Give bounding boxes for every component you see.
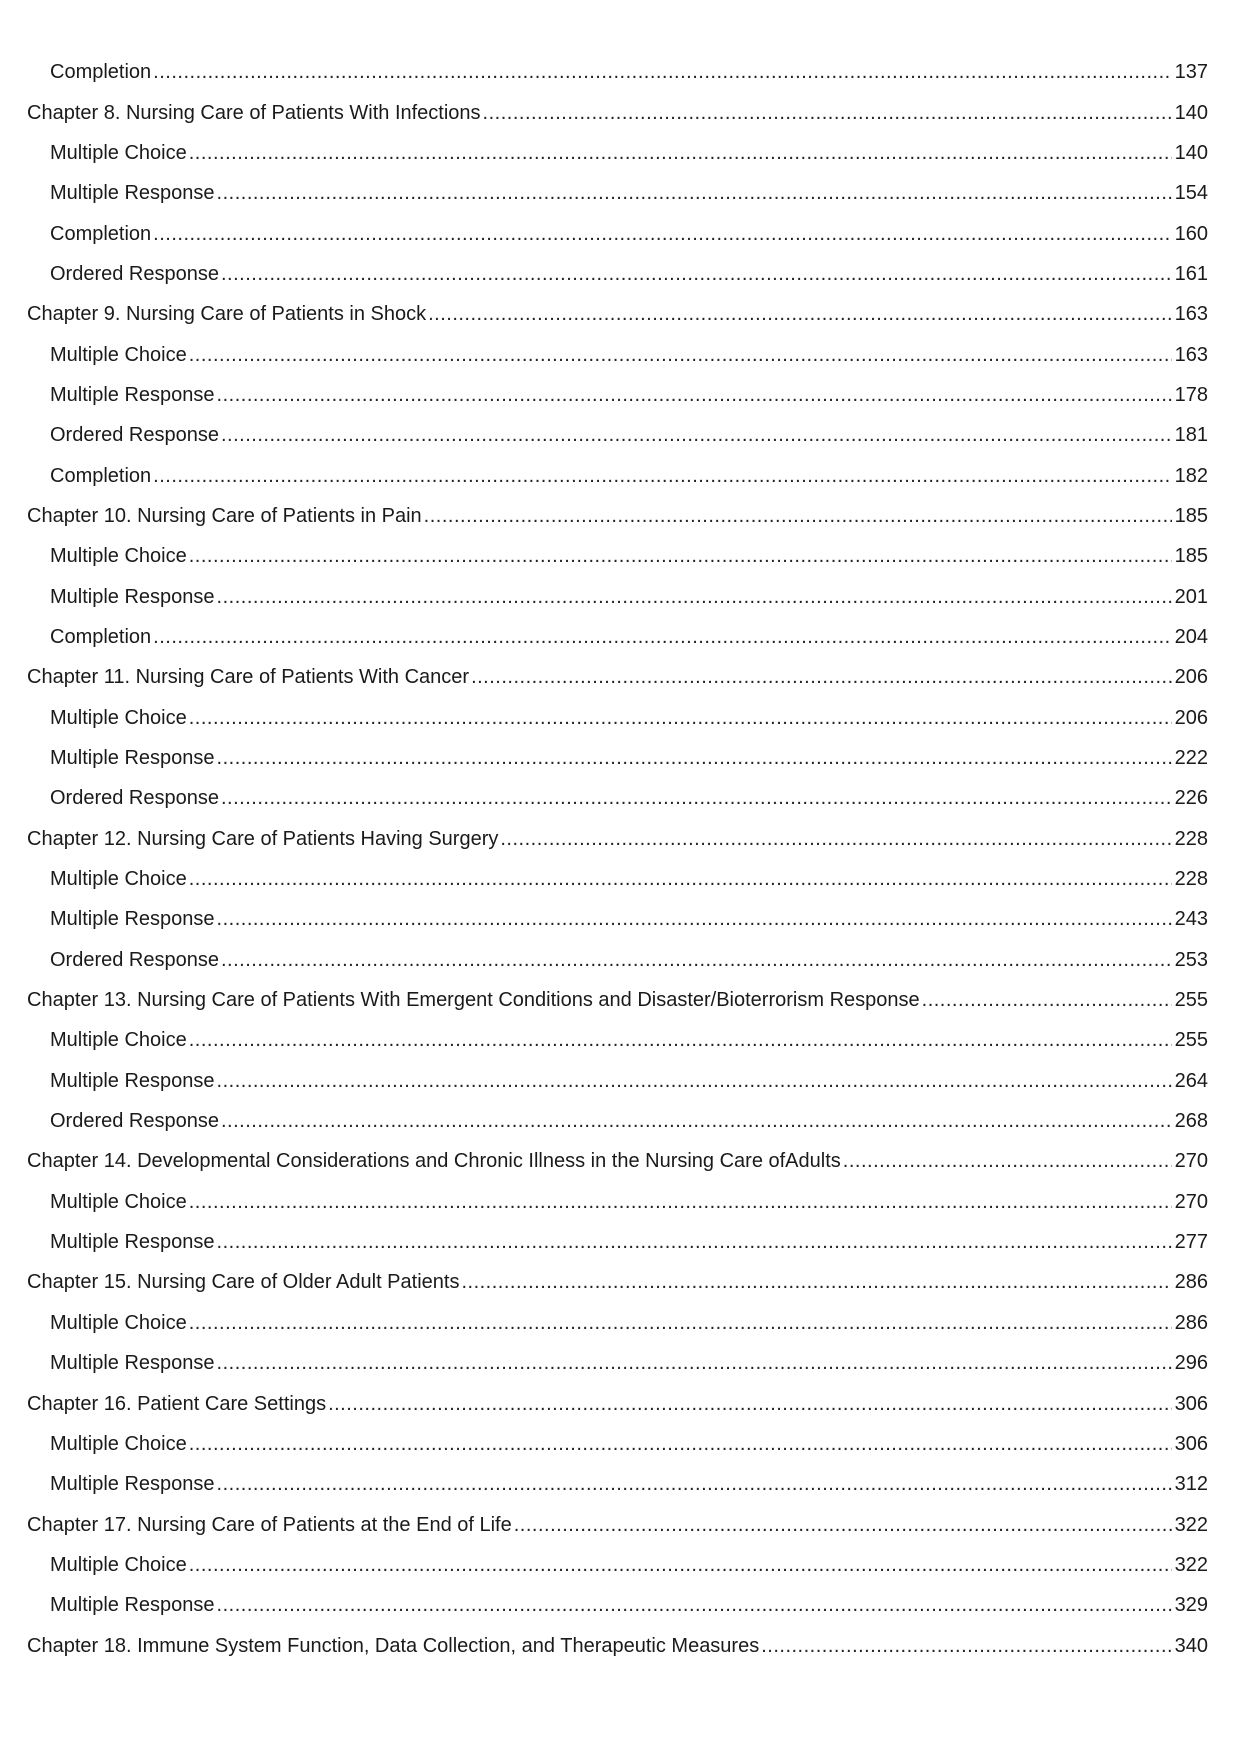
toc-entry-page: 181	[1174, 424, 1208, 447]
dot-leader	[461, 1270, 1171, 1294]
toc-entry-page: 329	[1174, 1594, 1208, 1617]
toc-entry-title: Multiple Response	[50, 383, 215, 406]
dot-leader	[217, 181, 1172, 205]
toc-entry-title: Multiple Choice	[50, 141, 187, 164]
toc-entry-page: 286	[1174, 1311, 1208, 1334]
dot-leader	[217, 907, 1172, 931]
toc-entry-title: Ordered Response	[50, 948, 219, 971]
toc-entry[interactable]	[0, 1424, 1241, 1464]
toc-entry[interactable]	[0, 778, 1241, 818]
toc-entry-title: Multiple Choice	[50, 1029, 187, 1052]
toc-entry-title: Ordered Response	[50, 424, 219, 447]
dot-leader	[217, 746, 1172, 770]
toc-entry-page: 270	[1174, 1150, 1208, 1173]
toc-entry[interactable]	[0, 1020, 1241, 1060]
toc-entry-title: Completion	[50, 464, 152, 487]
toc-entry-title: Ordered Response	[50, 787, 219, 810]
toc-entry-page: 253	[1174, 948, 1208, 971]
dot-leader	[189, 1311, 1172, 1335]
toc-entry-title: Multiple Choice	[50, 1311, 187, 1334]
toc-entry-page: 161	[1174, 262, 1208, 285]
dot-leader	[221, 786, 1172, 810]
dot-leader	[843, 1149, 1172, 1173]
toc-entry-page: 255	[1174, 1029, 1208, 1052]
toc-entry-title: Multiple Choice	[50, 706, 187, 729]
toc-entry-page: 182	[1174, 464, 1208, 487]
toc-entry-title: Multiple Response	[50, 1352, 215, 1375]
toc-entry-page: 322	[1174, 1513, 1208, 1536]
dot-leader	[189, 544, 1172, 568]
toc-entry-page: 154	[1174, 182, 1208, 205]
toc-entry-page: 140	[1174, 101, 1208, 124]
dot-leader	[217, 1351, 1172, 1375]
toc-entry[interactable]	[0, 576, 1241, 616]
toc-entry[interactable]	[0, 617, 1241, 657]
dot-leader	[514, 1513, 1172, 1537]
toc-entry[interactable]	[0, 213, 1241, 253]
table-of-contents	[0, 52, 1241, 1666]
toc-entry-page: 226	[1174, 787, 1208, 810]
toc-entry[interactable]	[0, 133, 1241, 173]
toc-entry-title: Multiple Response	[50, 1473, 215, 1496]
dot-leader	[328, 1392, 1172, 1416]
toc-entry-page: 206	[1174, 706, 1208, 729]
toc-entry-title: Ordered Response	[50, 1110, 219, 1133]
toc-chapter-entry[interactable]	[0, 294, 1241, 334]
dot-leader	[153, 464, 1171, 488]
toc-entry-title: Chapter 12. Nursing Care of Patients Having Surgery	[27, 827, 499, 850]
toc-chapter-entry[interactable]	[0, 980, 1241, 1020]
toc-entry[interactable]	[0, 1343, 1241, 1383]
toc-entry-page: 228	[1174, 827, 1208, 850]
dot-leader	[221, 262, 1172, 286]
toc-entry-title: Chapter 17. Nursing Care of Patients at the End of Life	[27, 1513, 512, 1536]
toc-entry-title: Multiple Response	[50, 585, 215, 608]
dot-leader	[217, 383, 1172, 407]
toc-entry-title: Multiple Response	[50, 1069, 215, 1092]
toc-entry[interactable]	[0, 1182, 1241, 1222]
toc-entry-title: Multiple Choice	[50, 1190, 187, 1213]
toc-entry-page: 243	[1174, 908, 1208, 931]
toc-entry-page: 286	[1174, 1271, 1208, 1294]
toc-entry-title: Chapter 8. Nursing Care of Patients With Infections	[27, 101, 481, 124]
toc-entry-page: 163	[1174, 303, 1208, 326]
toc-entry-page: 185	[1174, 545, 1208, 568]
toc-entry-title: Multiple Response	[50, 747, 215, 770]
toc-entry[interactable]	[0, 536, 1241, 576]
toc-entry-title: Multiple Choice	[50, 1432, 187, 1455]
toc-entry-title: Chapter 10. Nursing Care of Patients in Pain	[27, 504, 422, 527]
dot-leader	[189, 141, 1172, 165]
dot-leader	[153, 222, 1171, 246]
toc-chapter-entry[interactable]	[0, 92, 1241, 132]
dot-leader	[922, 988, 1172, 1012]
dot-leader	[153, 625, 1171, 649]
toc-entry[interactable]	[0, 52, 1241, 92]
toc-entry[interactable]	[0, 1101, 1241, 1141]
toc-entry-page: 268	[1174, 1110, 1208, 1133]
toc-entry[interactable]	[0, 940, 1241, 980]
dot-leader	[221, 948, 1172, 972]
dot-leader	[189, 1028, 1172, 1052]
toc-entry[interactable]	[0, 1585, 1241, 1625]
toc-entry[interactable]	[0, 859, 1241, 899]
toc-entry[interactable]	[0, 254, 1241, 294]
dot-leader	[189, 1553, 1172, 1577]
dot-leader	[153, 60, 1171, 84]
toc-entry[interactable]	[0, 1222, 1241, 1262]
toc-entry-title: Chapter 11. Nursing Care of Patients With Cancer	[27, 666, 470, 689]
toc-entry-title: Multiple Choice	[50, 868, 187, 891]
toc-entry-title: Multiple Response	[50, 908, 215, 931]
dot-leader	[424, 504, 1172, 528]
dot-leader	[189, 706, 1172, 730]
toc-entry[interactable]	[0, 173, 1241, 213]
toc-entry-title: Multiple Choice	[50, 343, 187, 366]
toc-entry-title: Ordered Response	[50, 262, 219, 285]
toc-chapter-entry[interactable]	[0, 1262, 1241, 1302]
dot-leader	[221, 423, 1172, 447]
toc-entry-page: 206	[1174, 666, 1208, 689]
toc-entry-title: Multiple Choice	[50, 1553, 187, 1576]
toc-entry[interactable]	[0, 1303, 1241, 1343]
toc-chapter-entry[interactable]	[0, 1383, 1241, 1423]
dot-leader	[761, 1634, 1171, 1658]
toc-entry[interactable]	[0, 1464, 1241, 1504]
toc-entry-page: 228	[1174, 868, 1208, 891]
dot-leader	[483, 101, 1172, 125]
toc-entry-page: 277	[1174, 1231, 1208, 1254]
toc-entry-page: 312	[1174, 1473, 1208, 1496]
toc-entry-page: 270	[1174, 1190, 1208, 1213]
dot-leader	[217, 1069, 1172, 1093]
toc-entry-page: 178	[1174, 383, 1208, 406]
toc-entry-title: Multiple Choice	[50, 545, 187, 568]
toc-entry-page: 204	[1174, 625, 1208, 648]
toc-entry-title: Chapter 9. Nursing Care of Patients in Shock	[27, 303, 427, 326]
toc-entry[interactable]	[0, 738, 1241, 778]
toc-chapter-entry[interactable]	[0, 1625, 1241, 1665]
toc-entry[interactable]	[0, 455, 1241, 495]
toc-entry-page: 201	[1174, 585, 1208, 608]
dot-leader	[189, 1432, 1172, 1456]
toc-entry-title: Multiple Response	[50, 182, 215, 205]
toc-chapter-entry[interactable]	[0, 496, 1241, 536]
toc-entry-page: 222	[1174, 747, 1208, 770]
toc-entry-title: Multiple Response	[50, 1231, 215, 1254]
toc-chapter-entry[interactable]	[0, 1141, 1241, 1181]
toc-entry-title: Chapter 16. Patient Care Settings	[27, 1392, 327, 1415]
toc-entry[interactable]	[0, 1061, 1241, 1101]
dot-leader	[217, 1593, 1172, 1617]
toc-entry[interactable]	[0, 698, 1241, 738]
toc-entry-page: 340	[1174, 1634, 1208, 1657]
dot-leader	[471, 665, 1172, 689]
dot-leader	[189, 343, 1172, 367]
toc-entry-page: 264	[1174, 1069, 1208, 1092]
toc-entry-title: Chapter 14. Developmental Considerations and Chronic Illness in the Nursing Care ofAdults	[27, 1150, 841, 1173]
dot-leader	[189, 867, 1172, 891]
toc-entry-page: 137	[1174, 61, 1208, 84]
toc-entry[interactable]	[0, 375, 1241, 415]
dot-leader	[217, 585, 1172, 609]
dot-leader	[217, 1230, 1172, 1254]
dot-leader	[221, 1109, 1172, 1133]
toc-entry-title: Completion	[50, 61, 152, 84]
toc-entry-title: Chapter 15. Nursing Care of Older Adult Patients	[27, 1271, 460, 1294]
toc-entry-title: Chapter 18. Immune System Function, Data Collection, and Therapeutic Measures	[27, 1634, 760, 1657]
toc-entry-page: 163	[1174, 343, 1208, 366]
toc-entry-page: 185	[1174, 504, 1208, 527]
dot-leader	[500, 827, 1171, 851]
dot-leader	[217, 1472, 1172, 1496]
toc-entry-page: 306	[1174, 1432, 1208, 1455]
dot-leader	[189, 1190, 1172, 1214]
toc-entry-page: 322	[1174, 1553, 1208, 1576]
toc-entry[interactable]	[0, 415, 1241, 455]
toc-chapter-entry[interactable]	[0, 1504, 1241, 1544]
toc-entry-title: Completion	[50, 222, 152, 245]
toc-chapter-entry[interactable]	[0, 819, 1241, 859]
toc-chapter-entry[interactable]	[0, 657, 1241, 697]
dot-leader	[428, 302, 1172, 326]
toc-entry-page: 140	[1174, 141, 1208, 164]
toc-entry-page: 296	[1174, 1352, 1208, 1375]
toc-entry-page: 160	[1174, 222, 1208, 245]
toc-entry[interactable]	[0, 1545, 1241, 1585]
toc-entry[interactable]	[0, 334, 1241, 374]
toc-entry[interactable]	[0, 899, 1241, 939]
toc-entry-page: 306	[1174, 1392, 1208, 1415]
toc-entry-page: 255	[1174, 989, 1208, 1012]
toc-entry-title: Completion	[50, 625, 152, 648]
toc-entry-title: Chapter 13. Nursing Care of Patients With Emergent Conditions and Disaster/Bioterrorism Response	[27, 989, 920, 1012]
toc-entry-title: Multiple Response	[50, 1594, 215, 1617]
